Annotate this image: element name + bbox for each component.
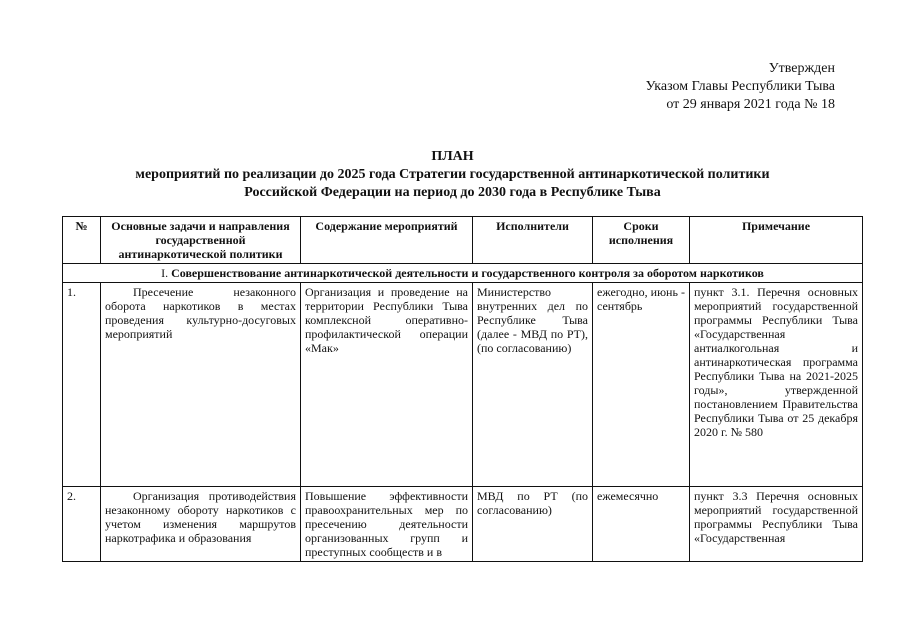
approval-block xyxy=(646,60,835,114)
plan-title xyxy=(0,148,905,202)
approval-line-1: Утвержден xyxy=(768,61,835,76)
plan-title-line-2: мероприятий по реализации до 2025 года Стратегии государственной антинаркотической политики xyxy=(135,167,770,182)
row-1-task: Пресечение незаконного оборота наркотиков в местах проведения культурно-досуговых мероприятий xyxy=(101,283,301,487)
row-1-num: 1. xyxy=(63,283,101,487)
row-1-notes: пункт 3.1. Перечня основных мероприятий государственной программы Республики Тыва «Государственная антиалкогольная и антинаркотическая программа Республики Тыва на 2021-2025 годы», утвержденной постановлением Правительства Республики Тыва от 25 декабря 2020 г. № 580 xyxy=(690,283,863,487)
header-content: Содержание мероприятий xyxy=(301,217,473,264)
row-2-terms: ежемесячно xyxy=(593,487,690,562)
approval-line-3: от 29 января 2021 года № 18 xyxy=(666,97,835,112)
table-header-row xyxy=(63,217,863,264)
plan-title-line-1: ПЛАН xyxy=(431,149,474,164)
section-row xyxy=(63,264,863,283)
section-cell xyxy=(63,264,863,283)
section-prefix: I. xyxy=(161,266,172,280)
section-title: Совершенствование антинаркотической деятельности и государственного контроля за оборотом наркотиков xyxy=(171,266,764,280)
header-num: № xyxy=(63,217,101,264)
header-tasks: Основные задачи и направления государственной антинаркотической политики xyxy=(101,217,301,264)
row-2-executors: МВД по РТ (по согласованию) xyxy=(473,487,593,562)
header-notes: Примечание xyxy=(690,217,863,264)
table-row xyxy=(63,487,863,562)
row-1-executors: Министерство внутренних дел по Республике Тыва (далее - МВД по РТ), (по согласованию) xyxy=(473,283,593,487)
plan-title-line-3: Российской Федерации на период до 2030 года в Республике Тыва xyxy=(244,185,661,200)
header-executors: Исполнители xyxy=(473,217,593,264)
plan-table xyxy=(62,216,863,562)
row-2-num: 2. xyxy=(63,487,101,562)
row-2-task: Организация противодействия незаконному обороту наркотиков с учетом изменения маршрутов наркотрафика и образования xyxy=(101,487,301,562)
approval-line-2: Указом Главы Республики Тыва xyxy=(645,79,835,94)
row-2-content: Повышение эффективности правоохранительных мер по пресечению деятельности организованных групп и преступных сообществ и в xyxy=(301,487,473,562)
row-1-terms: ежегодно, июнь - сентябрь xyxy=(593,283,690,487)
table-row xyxy=(63,283,863,487)
row-2-notes: пункт 3.3 Перечня основных мероприятий государственной программы Республики Тыва «Государственная xyxy=(690,487,863,562)
row-1-content: Организация и проведение на территории Республики Тыва комплексной оперативно-профилактической операции «Мак» xyxy=(301,283,473,487)
header-terms: Сроки исполнения xyxy=(593,217,690,264)
